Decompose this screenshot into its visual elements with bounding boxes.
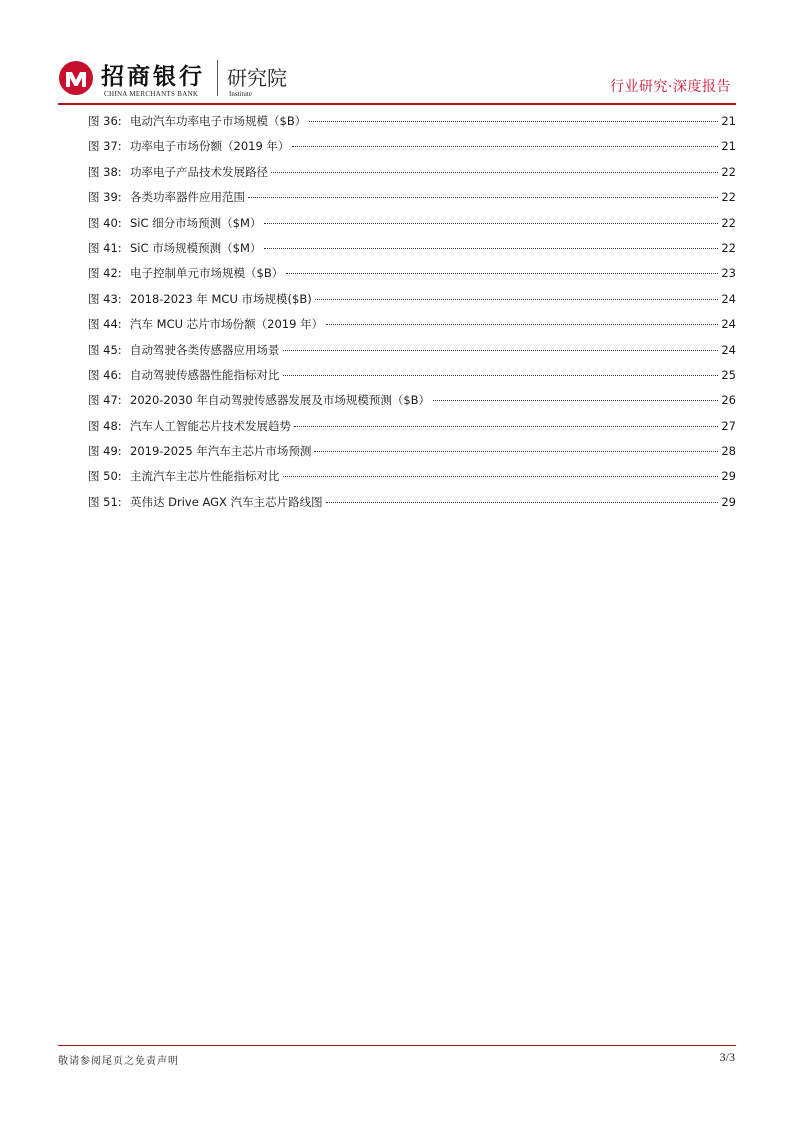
toc-dot-leader [264,223,718,224]
toc-dot-leader [315,299,719,300]
page-header [0,0,793,104]
toc-entry[interactable] [88,316,736,341]
toc-figure-label: 图 38: [88,164,122,179]
toc-figure-label: 图 39: [88,190,122,205]
toc-figure-title: 汽车人工智能芯片技术发展趋势 [130,418,291,433]
toc-dot-leader [294,426,718,427]
toc-figure-label: 图 45: [88,342,122,357]
toc-page-number: 24 [721,291,736,306]
institute-name-en: Institute [229,90,252,98]
toc-figure-title: 各类功率器件应用范围 [130,190,245,205]
toc-entry[interactable] [88,342,736,367]
toc-page-number: 22 [721,164,736,179]
toc-dot-leader [292,146,718,147]
toc-figure-title: 主流汽车主芯片性能指标对比 [130,469,280,484]
toc-figure-title: 汽车 MCU 芯片市场份额（2019 年） [130,317,324,332]
toc-figure-title: 电子控制单元市场规模（$B） [130,266,284,281]
toc-page-number: 22 [721,240,736,255]
disclaimer-note: 敬请参阅尾页之免责声明 [58,1056,179,1067]
toc-figure-label: 图 42: [88,266,122,281]
toc-page-number: 21 [721,114,736,128]
toc-entry[interactable] [88,240,736,265]
toc-figure-title: 电动汽车功率电子市场规模（$B） [130,114,307,128]
toc-page-number: 24 [721,342,736,357]
toc-page-number: 27 [721,418,736,433]
toc-page-number: 21 [721,139,736,154]
toc-page-number: 22 [721,190,736,205]
toc-figure-title: SiC 细分市场预测（$M） [130,215,262,230]
toc-figure-title: 2020-2030 年自动驾驶传感器发展及市场规模预测（$B） [130,393,431,408]
institute-name-cn: 研究院 [227,66,287,90]
toc-figure-label: 图 46: [88,367,122,382]
toc-dot-leader [283,350,719,351]
figure-list [88,113,736,519]
toc-page-number: 25 [721,367,736,382]
toc-figure-label: 图 40: [88,215,122,230]
toc-dot-leader [283,375,719,376]
toc-figure-title: 功率电子产品技术发展路径 [130,164,268,179]
toc-figure-label: 图 37: [88,139,122,154]
toc-entry[interactable] [88,291,736,316]
toc-figure-label: 图 36: [88,114,122,128]
toc-page-number: 29 [721,494,736,509]
toc-entry[interactable] [88,164,736,189]
toc-page-number: 23 [721,266,736,281]
header-rule [58,103,736,105]
cmb-logo-icon [58,60,94,96]
toc-figure-title: 2018-2023 年 MCU 市场规模($B) [130,291,312,306]
toc-figure-label: 图 47: [88,393,122,408]
toc-figure-label: 图 48: [88,418,122,433]
footer-rule [58,1045,736,1046]
toc-dot-leader [326,324,718,325]
toc-dot-leader [286,273,718,274]
toc-dot-leader [314,451,718,452]
bank-name-en: CHINA MERCHANTS BANK [104,90,199,98]
toc-figure-title: 功率电子市场份额（2019 年） [130,139,290,154]
report-type: 行业研究·深度报告 [610,79,731,95]
toc-entry[interactable] [88,392,736,417]
toc-dot-leader [283,476,719,477]
toc-figure-label: 图 51: [88,494,122,509]
toc-dot-leader [264,248,718,249]
toc-figure-title: 2019-2025 年汽车主芯片市场预测 [130,444,312,459]
toc-page-number: 29 [721,469,736,484]
toc-entry[interactable] [88,468,736,493]
toc-figure-title: 自动驾驶各类传感器应用场景 [130,342,280,357]
toc-page-number: 28 [721,444,736,459]
toc-dot-leader [326,502,719,503]
toc-entry[interactable] [88,367,736,392]
toc-dot-leader [309,121,718,122]
toc-figure-label: 图 41: [88,240,122,255]
toc-figure-label: 图 43: [88,291,122,306]
toc-page-number: 22 [721,215,736,230]
toc-dot-leader [271,172,718,173]
toc-entry[interactable] [88,215,736,240]
toc-page-number: 26 [721,393,736,408]
logo-divider [217,60,218,96]
toc-entry[interactable] [88,494,736,519]
toc-figure-title: SiC 市场规模预测（$M） [130,240,262,255]
toc-figure-title: 英伟达 Drive AGX 汽车主芯片路线图 [130,494,323,509]
toc-entry[interactable] [88,138,736,163]
toc-entry[interactable] [88,189,736,214]
page-number: 3/3 [719,1050,735,1064]
toc-figure-label: 图 44: [88,317,122,332]
toc-entry[interactable] [88,443,736,468]
toc-dot-leader [248,197,718,198]
toc-entry[interactable] [88,113,736,138]
toc-figure-label: 图 50: [88,469,122,484]
toc-page-number: 24 [721,317,736,332]
toc-entry[interactable] [88,418,736,443]
toc-dot-leader [433,400,718,401]
bank-name-cn: 招商银行 [101,63,205,90]
toc-figure-label: 图 49: [88,444,122,459]
toc-entry[interactable] [88,265,736,290]
toc-figure-title: 自动驾驶传感器性能指标对比 [130,367,280,382]
